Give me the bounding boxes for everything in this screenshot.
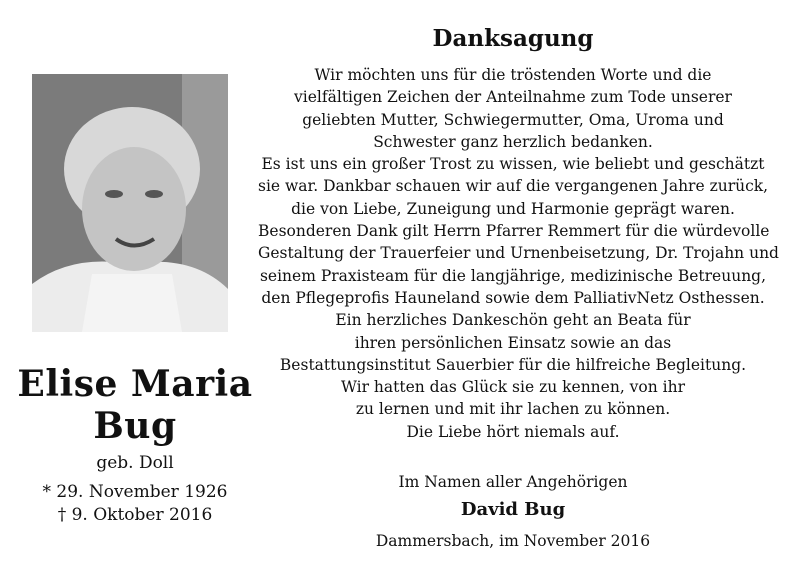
body-line: sie war. Dankbar schauen wir auf die vergangenen Jahre zurück, <box>258 177 769 196</box>
signer-name: David Bug <box>460 499 566 520</box>
death-date: † 9. Oktober 2016 <box>57 505 213 525</box>
maiden-name: geb. Doll <box>96 453 174 473</box>
deceased-name-first: Elise Maria <box>17 363 253 405</box>
body-line: Ein herzliches Dankeschön geht an Beata für <box>335 311 691 330</box>
body-line: ihren persönlichen Einsatz sowie an das <box>354 333 672 352</box>
body-line: Die Liebe hört niemals auf. <box>406 422 620 441</box>
body-line: Besonderen Dank gilt Herrn Pfarrer Remmert für die würdevolle <box>258 222 770 241</box>
body-line: den Pflegeprofis Hauneland sowie dem PalliativNetz Osthessen. <box>261 288 765 307</box>
body-line: Bestattungsinstitut Sauerbier für die hilfreiche Begleitung. <box>279 355 747 374</box>
body-line: seinem Praxisteam für die langjährige, medizinische Betreuung, <box>259 266 767 285</box>
body-line: zu lernen und mit ihr lachen zu können. <box>355 400 671 419</box>
body-line: Gestaltung der Trauerfeier und Urnenbeisetzung, Dr. Trojahn und <box>258 244 779 263</box>
on-behalf-line: Im Namen aller Angehörigen <box>398 473 628 491</box>
portrait-photo <box>32 74 228 332</box>
body-line: vielfältigen Zeichen der Anteilnahme zum Tode unserer <box>294 88 732 107</box>
body-line: Es ist uns ein großer Trost zu wissen, wie beliebt und geschätzt <box>261 155 765 174</box>
body-line: Wir hatten das Glück sie zu kennen, von ihr <box>340 378 686 397</box>
birth-date: * 29. November 1926 <box>42 482 228 502</box>
place-date: Dammersbach, im November 2016 <box>375 532 651 550</box>
body-line: Wir möchten uns für die tröstenden Worte und die <box>314 66 712 84</box>
body-line: die von Liebe, Zuneigung und Harmonie geprägt waren. <box>291 199 735 218</box>
notice-body <box>258 64 779 443</box>
body-line: Schwester ganz herzlich bedanken. <box>373 132 653 151</box>
portrait-illustration <box>32 74 228 332</box>
notice-title: Danksagung <box>432 25 594 52</box>
body-line: geliebten Mutter, Schwiegermutter, Oma, Uroma und <box>302 110 724 129</box>
deceased-name-last: Bug <box>93 405 177 447</box>
